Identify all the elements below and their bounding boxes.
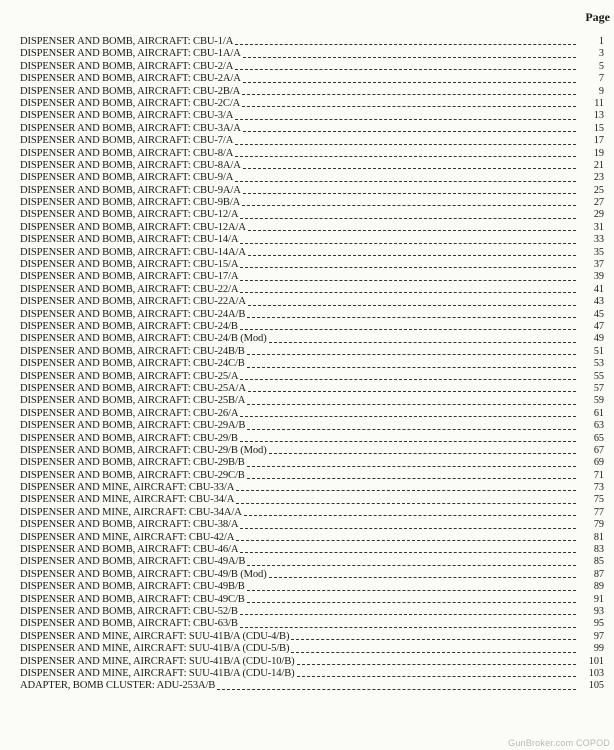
toc-entry-title: DISPENSER AND BOMB, AIRCRAFT: CBU-22/A <box>20 283 239 295</box>
toc-entry <box>20 284 604 296</box>
toc-entry-page-number: 47 <box>593 320 604 332</box>
toc-entry-title: DISPENSER AND BOMB, AIRCRAFT: CBU-29/B (Mod) <box>20 444 267 456</box>
dot-leader <box>248 255 576 256</box>
toc-entry-page-number: 73 <box>593 482 604 494</box>
toc-entry <box>20 321 604 333</box>
dot-leader <box>269 342 576 343</box>
toc-entry-page-number: 59 <box>593 395 604 407</box>
toc-entry <box>20 148 604 160</box>
toc-entry <box>20 494 604 506</box>
dot-leader <box>242 94 576 95</box>
toc-entry-page-number: 5 <box>598 60 604 72</box>
toc-entry <box>20 420 604 432</box>
toc-entry-title: DISPENSER AND BOMB, AIRCRAFT: CBU-29/B <box>20 432 238 444</box>
dot-leader <box>235 119 576 120</box>
toc-entry-title: DISPENSER AND BOMB, AIRCRAFT: CBU-29A/B <box>20 420 246 432</box>
dot-leader <box>297 676 576 677</box>
toc-entry-page-number: 79 <box>593 519 604 531</box>
toc-entry-title: DISPENSER AND BOMB, AIRCRAFT: CBU-14/A <box>20 234 239 246</box>
page-column-header: Page <box>585 10 610 24</box>
toc-entry-title: DISPENSER AND BOMB, AIRCRAFT: CBU-2B/A <box>20 85 241 97</box>
toc-entry <box>20 160 604 172</box>
toc-entry-title: DISPENSER AND BOMB, AIRCRAFT: CBU-9A/A <box>20 184 241 196</box>
toc-entry <box>20 680 604 692</box>
toc-entry-page-number: 77 <box>593 506 604 518</box>
toc-entry <box>20 333 604 345</box>
dot-leader <box>247 317 576 318</box>
toc-entry <box>20 247 604 259</box>
toc-entry <box>20 532 604 544</box>
toc-entry-title: DISPENSER AND BOMB, AIRCRAFT: CBU-15/A <box>20 259 239 271</box>
toc-entry-title: DISPENSER AND BOMB, AIRCRAFT: CBU-29B/B <box>20 457 245 469</box>
toc-entry-page-number: 67 <box>593 444 604 456</box>
toc-entry-title: DISPENSER AND BOMB, AIRCRAFT: CBU-24/B <box>20 320 238 332</box>
toc-entry <box>20 185 604 197</box>
dot-leader <box>240 627 576 628</box>
toc-entry-page-number: 55 <box>593 370 604 382</box>
toc-entry-title: DISPENSER AND BOMB, AIRCRAFT: CBU-12/A <box>20 209 239 221</box>
dot-leader <box>240 614 576 615</box>
toc-entry-page-number: 65 <box>593 432 604 444</box>
toc-entry-title: DISPENSER AND BOMB, AIRCRAFT: CBU-38/A <box>20 519 239 531</box>
toc-entry-page-number: 99 <box>593 643 604 655</box>
toc-entry-title: DISPENSER AND BOMB, AIRCRAFT: CBU-1/A <box>20 36 234 47</box>
toc-entry <box>20 234 604 246</box>
toc-entry <box>20 36 604 48</box>
dot-leader <box>248 391 576 392</box>
toc-entry <box>20 197 604 209</box>
dot-leader <box>242 205 576 206</box>
toc-entry-title: DISPENSER AND BOMB, AIRCRAFT: CBU-2/A <box>20 60 234 72</box>
toc-entry-title: DISPENSER AND BOMB, AIRCRAFT: CBU-2C/A <box>20 97 241 109</box>
dot-leader <box>269 577 576 578</box>
toc-entry <box>20 433 604 445</box>
toc-entry-title: DISPENSER AND BOMB, AIRCRAFT: CBU-46/A <box>20 544 239 556</box>
toc-entry-page-number: 13 <box>593 110 604 122</box>
toc-entry-title: DISPENSER AND BOMB, AIRCRAFT: CBU-24/B (Mod) <box>20 333 267 345</box>
toc-entry <box>20 371 604 383</box>
toc-entry-page-number: 43 <box>593 296 604 308</box>
toc-entry-title: DISPENSER AND BOMB, AIRCRAFT: CBU-24A/B <box>20 308 246 320</box>
toc-entry-page-number: 25 <box>593 184 604 196</box>
dot-leader <box>247 466 576 467</box>
toc-entry <box>20 48 604 60</box>
toc-entry <box>20 383 604 395</box>
toc-entry-page-number: 85 <box>593 556 604 568</box>
toc-entry <box>20 445 604 457</box>
toc-entry-page-number: 17 <box>593 135 604 147</box>
toc-entry <box>20 556 604 568</box>
toc-entry-page-number: 89 <box>593 581 604 593</box>
toc-entry-page-number: 37 <box>593 259 604 271</box>
toc-entry-page-number: 57 <box>593 382 604 394</box>
toc-entry-page-number: 61 <box>593 407 604 419</box>
toc-entry-page-number: 11 <box>594 97 604 109</box>
toc-entry-page-number: 63 <box>593 420 604 432</box>
dot-leader <box>236 540 576 541</box>
toc-entry-page-number: 93 <box>593 605 604 617</box>
toc-entry-title: DISPENSER AND BOMB, AIRCRAFT: CBU-24C/B <box>20 358 245 370</box>
dot-leader <box>244 515 576 516</box>
toc-entry-page-number: 7 <box>598 73 604 85</box>
dot-leader <box>247 565 576 566</box>
dot-leader <box>243 131 576 132</box>
toc-entry <box>20 631 604 643</box>
toc-entry-page-number: 91 <box>593 593 604 605</box>
toc-entry-title: DISPENSER AND BOMB, AIRCRAFT: CBU-8/A <box>20 147 234 159</box>
dot-leader <box>235 181 576 182</box>
dot-leader <box>240 329 576 330</box>
dot-leader <box>243 82 576 83</box>
dot-leader <box>240 379 576 380</box>
watermark: GunBroker.com COPOD <box>508 738 610 748</box>
dot-leader <box>247 429 576 430</box>
toc-entry <box>20 408 604 420</box>
toc-entry-page-number: 35 <box>593 246 604 258</box>
toc-entry <box>20 123 604 135</box>
dot-leader <box>240 441 576 442</box>
toc-entry <box>20 606 604 618</box>
dot-leader <box>235 144 576 145</box>
dot-leader <box>248 305 576 306</box>
toc-entry <box>20 135 604 147</box>
toc-entry <box>20 482 604 494</box>
toc-entry-title: DISPENSER AND BOMB, AIRCRAFT: CBU-3/A <box>20 110 234 122</box>
dot-leader <box>235 44 576 45</box>
table-of-contents <box>20 36 604 693</box>
toc-entry <box>20 569 604 581</box>
toc-entry-page-number: 33 <box>593 234 604 246</box>
toc-entry-title: DISPENSER AND BOMB, AIRCRAFT: CBU-63/B <box>20 618 238 630</box>
dot-leader <box>240 292 576 293</box>
dot-leader <box>243 57 576 58</box>
toc-entry-title: DISPENSER AND BOMB, AIRCRAFT: CBU-25A/A <box>20 382 246 394</box>
toc-entry <box>20 110 604 122</box>
toc-entry-title: DISPENSER AND BOMB, AIRCRAFT: CBU-7/A <box>20 135 234 147</box>
toc-entry-title: DISPENSER AND BOMB, AIRCRAFT: CBU-17/A <box>20 271 239 283</box>
toc-entry <box>20 346 604 358</box>
dot-leader <box>240 243 576 244</box>
toc-entry-title: DISPENSER AND MINE, AIRCRAFT: SUU-41B/A (CDU-5/B) <box>20 643 290 655</box>
toc-entry <box>20 544 604 556</box>
toc-entry <box>20 98 604 110</box>
dot-leader <box>248 230 576 231</box>
dot-leader <box>242 106 576 107</box>
toc-entry <box>20 271 604 283</box>
toc-entry-page-number: 71 <box>593 469 604 481</box>
dot-leader <box>243 193 576 194</box>
toc-entry-title: DISPENSER AND BOMB, AIRCRAFT: CBU-25B/A <box>20 395 246 407</box>
toc-entry <box>20 618 604 630</box>
dot-leader <box>240 267 576 268</box>
toc-entry <box>20 172 604 184</box>
dot-leader <box>236 503 576 504</box>
dot-leader <box>235 156 576 157</box>
toc-entry <box>20 222 604 234</box>
toc-entry-title: DISPENSER AND BOMB, AIRCRAFT: CBU-24B/B <box>20 345 245 357</box>
toc-entry <box>20 594 604 606</box>
toc-entry-page-number: 69 <box>593 457 604 469</box>
toc-entry-page-number: 39 <box>593 271 604 283</box>
dot-leader <box>247 404 576 405</box>
toc-entry-title: DISPENSER AND BOMB, AIRCRAFT: CBU-49A/B <box>20 556 246 568</box>
dot-leader <box>235 69 576 70</box>
toc-entry-page-number: 87 <box>593 568 604 580</box>
toc-entry-title: DISPENSER AND BOMB, AIRCRAFT: CBU-9B/A <box>20 197 241 209</box>
toc-entry-title: DISPENSER AND BOMB, AIRCRAFT: CBU-12A/A <box>20 221 246 233</box>
toc-entry <box>20 668 604 680</box>
toc-entry-page-number: 3 <box>598 48 604 60</box>
dot-leader <box>247 602 576 603</box>
toc-entry <box>20 309 604 321</box>
toc-entry-page-number: 41 <box>593 283 604 295</box>
toc-entry <box>20 519 604 531</box>
toc-entry-title: DISPENSER AND BOMB, AIRCRAFT: CBU-49B/B <box>20 581 245 593</box>
toc-entry-page-number: 45 <box>593 308 604 320</box>
toc-entry-title: DISPENSER AND BOMB, AIRCRAFT: CBU-8A/A <box>20 159 241 171</box>
dot-leader <box>247 354 576 355</box>
toc-entry-title: DISPENSER AND BOMB, AIRCRAFT: CBU-49/B (Mod) <box>20 568 267 580</box>
toc-entry-title: DISPENSER AND BOMB, AIRCRAFT: CBU-49C/B <box>20 593 245 605</box>
toc-entry <box>20 643 604 655</box>
toc-entry-page-number: 75 <box>593 494 604 506</box>
toc-entry-title: DISPENSER AND BOMB, AIRCRAFT: CBU-26/A <box>20 407 239 419</box>
toc-entry-page-number: 105 <box>588 680 604 692</box>
dot-leader <box>291 639 576 640</box>
toc-entry-page-number: 103 <box>588 667 604 679</box>
toc-entry-page-number: 101 <box>588 655 604 667</box>
toc-entry-title: DISPENSER AND MINE, AIRCRAFT: CBU-33/A <box>20 482 235 494</box>
toc-entry-title: DISPENSER AND MINE, AIRCRAFT: SUU-41B/A (CDU-10/B) <box>20 655 295 667</box>
toc-entry-page-number: 19 <box>593 147 604 159</box>
toc-entry-title: DISPENSER AND MINE, AIRCRAFT: SUU-41B/A (CDU-4/B) <box>20 630 290 642</box>
dot-leader <box>240 218 576 219</box>
toc-entry-page-number: 9 <box>598 85 604 97</box>
toc-entry <box>20 395 604 407</box>
dot-leader <box>247 478 576 479</box>
dot-leader <box>243 168 576 169</box>
toc-entry-page-number: 83 <box>593 544 604 556</box>
toc-entry-title: DISPENSER AND BOMB, AIRCRAFT: CBU-22A/A <box>20 296 246 308</box>
dot-leader <box>247 590 576 591</box>
toc-entry-title: DISPENSER AND BOMB, AIRCRAFT: CBU-25/A <box>20 370 239 382</box>
toc-entry-title: DISPENSER AND BOMB, AIRCRAFT: CBU-29C/B <box>20 469 245 481</box>
toc-entry <box>20 507 604 519</box>
toc-entry-title: ADAPTER, BOMB CLUSTER: ADU-253A/B <box>20 680 216 692</box>
toc-entry-page-number: 29 <box>593 209 604 221</box>
toc-entry-title: DISPENSER AND BOMB, AIRCRAFT: CBU-1A/A <box>20 48 241 60</box>
dot-leader <box>240 280 576 281</box>
toc-entry <box>20 581 604 593</box>
dot-leader <box>217 689 576 690</box>
toc-entry <box>20 259 604 271</box>
toc-entry-page-number: 21 <box>593 159 604 171</box>
toc-entry-page-number: 95 <box>593 618 604 630</box>
toc-entry-page-number: 27 <box>593 197 604 209</box>
toc-entry-page-number: 97 <box>593 630 604 642</box>
toc-entry <box>20 656 604 668</box>
dot-leader <box>247 367 576 368</box>
dot-leader <box>240 552 576 553</box>
toc-entry-title: DISPENSER AND BOMB, AIRCRAFT: CBU-2A/A <box>20 73 241 85</box>
dot-leader <box>269 453 576 454</box>
toc-entry-page-number: 49 <box>593 333 604 345</box>
dot-leader <box>236 490 576 491</box>
toc-entry-page-number: 31 <box>593 221 604 233</box>
toc-entry-page-number: 81 <box>593 531 604 543</box>
toc-entry-title: DISPENSER AND BOMB, AIRCRAFT: CBU-14A/A <box>20 246 246 258</box>
toc-entry <box>20 296 604 308</box>
toc-entry-page-number: 1 <box>598 36 604 47</box>
toc-entry-page-number: 51 <box>593 345 604 357</box>
toc-entry-title: DISPENSER AND MINE, AIRCRAFT: CBU-34A/A <box>20 506 242 518</box>
toc-entry <box>20 470 604 482</box>
toc-entry <box>20 61 604 73</box>
toc-entry-title: DISPENSER AND BOMB, AIRCRAFT: CBU-3A/A <box>20 122 241 134</box>
toc-entry-title: DISPENSER AND MINE, AIRCRAFT: CBU-42/A <box>20 531 235 543</box>
toc-entry <box>20 457 604 469</box>
dot-leader <box>291 652 576 653</box>
toc-entry-title: DISPENSER AND BOMB, AIRCRAFT: CBU-9/A <box>20 172 234 184</box>
dot-leader <box>240 528 576 529</box>
toc-entry <box>20 209 604 221</box>
toc-entry-page-number: 15 <box>593 122 604 134</box>
dot-leader <box>297 664 576 665</box>
toc-entry-title: DISPENSER AND MINE, AIRCRAFT: CBU-34/A <box>20 494 235 506</box>
toc-entry <box>20 86 604 98</box>
toc-entry-page-number: 23 <box>593 172 604 184</box>
toc-entry-page-number: 53 <box>593 358 604 370</box>
toc-entry <box>20 73 604 85</box>
toc-entry-title: DISPENSER AND BOMB, AIRCRAFT: CBU-52/B <box>20 605 238 617</box>
toc-entry <box>20 358 604 370</box>
dot-leader <box>240 416 576 417</box>
toc-entry-title: DISPENSER AND MINE, AIRCRAFT: SUU-41B/A (CDU-14/B) <box>20 667 295 679</box>
